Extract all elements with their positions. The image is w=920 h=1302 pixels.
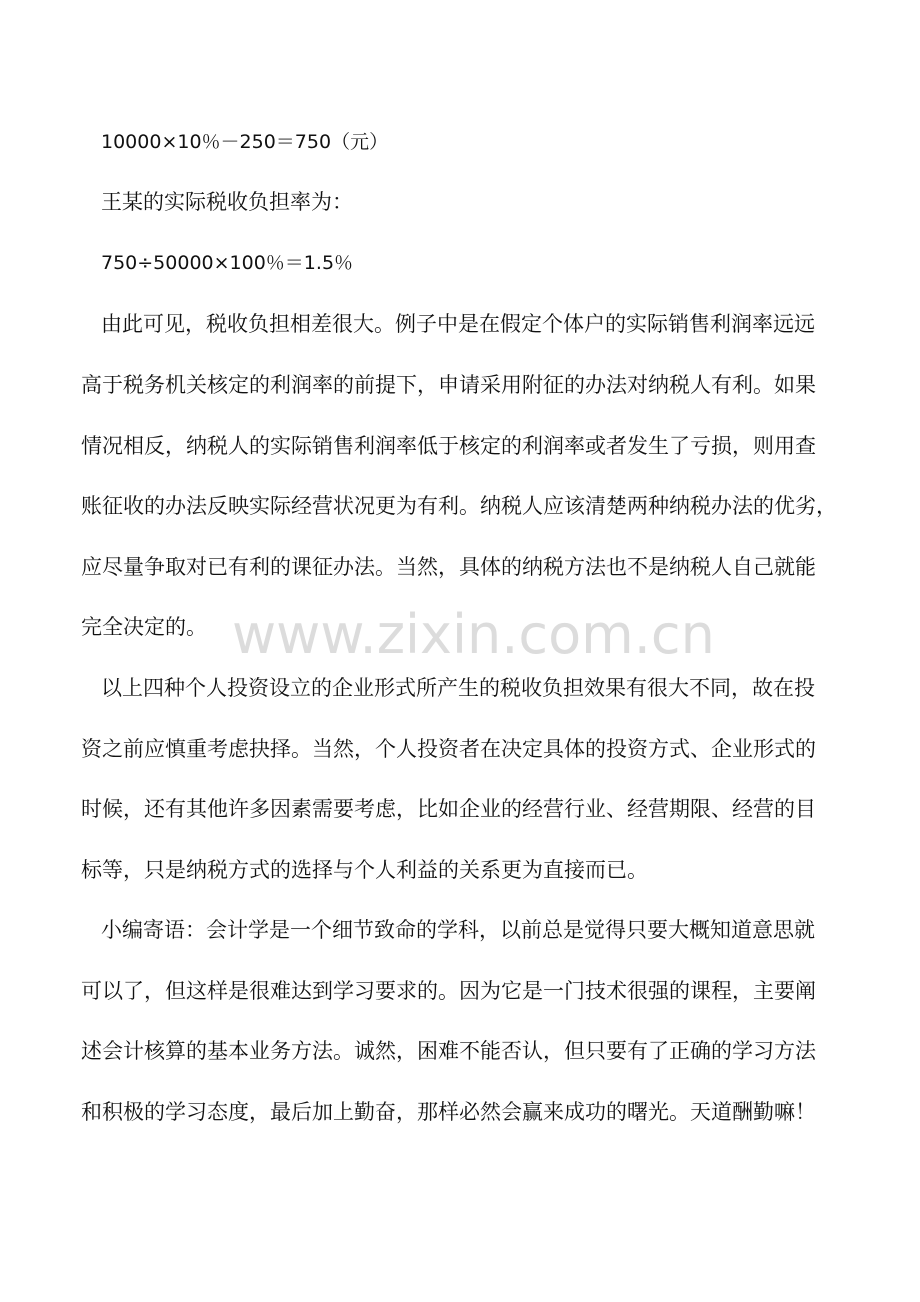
paragraph-line: 完全决定的。 [81, 615, 207, 639]
paragraph-line: 高于税务机关核定的利润率的前提下，申请采用附征的办法对纳税人有利。如果 [81, 373, 816, 397]
paragraph-line: 以上四种个人投资设立的企业形式所产生的税收负担效果有很大不同，故在投 [101, 676, 815, 700]
paragraph-line: 时候，还有其他许多因素需要考虑，比如企业的经营行业、经营期限、经营的目 [81, 797, 816, 821]
paragraph-line: 由此可见，税收负担相差很大。例子中是在假定个体户的实际销售利润率远远 [101, 312, 815, 336]
paragraph-line: 小编寄语：会计学是一个细节致命的学科，以前总是觉得只要大概知道意思就 [101, 918, 815, 942]
formula-label: 王某的实际税收负担率为： [101, 190, 353, 214]
paragraph-line: 标等，只是纳税方式的选择与个人利益的关系更为直接而已。 [81, 858, 648, 882]
paragraph-line: 资之前应慎重考虑抉择。当然，个人投资者在决定具体的投资方式、企业形式的 [81, 737, 816, 761]
paragraph-line: 账征收的办法反映实际经营状况更为有利。纳税人应该清楚两种纳税办法的优劣， [81, 494, 837, 518]
paragraph-line: 和积极的学习态度，最后加上勤奋，那样必然会赢来成功的曙光。天道酬勤嘛！ [81, 1100, 816, 1124]
formula-line-1: 10000×10％－250＝750（元） [101, 131, 389, 153]
paragraph-line: 应尽量争取对已有利的课征办法。当然，具体的纳税方法也不是纳税人自己就能 [81, 555, 816, 579]
formula-line-2: 750÷50000×100％＝1.5％ [101, 252, 354, 274]
paragraph-line: 情况相反，纳税人的实际销售利润率低于核定的利润率或者发生了亏损，则用查 [81, 434, 816, 458]
paragraph-line: 述会计核算的基本业务方法。诚然，困难不能否认，但只要有了正确的学习方法 [81, 1039, 816, 1063]
paragraph-line: 可以了，但这样是很难达到学习要求的。因为它是一门技术很强的课程，主要阐 [81, 979, 816, 1003]
watermark: www.zixin.com.cn [232, 603, 715, 666]
